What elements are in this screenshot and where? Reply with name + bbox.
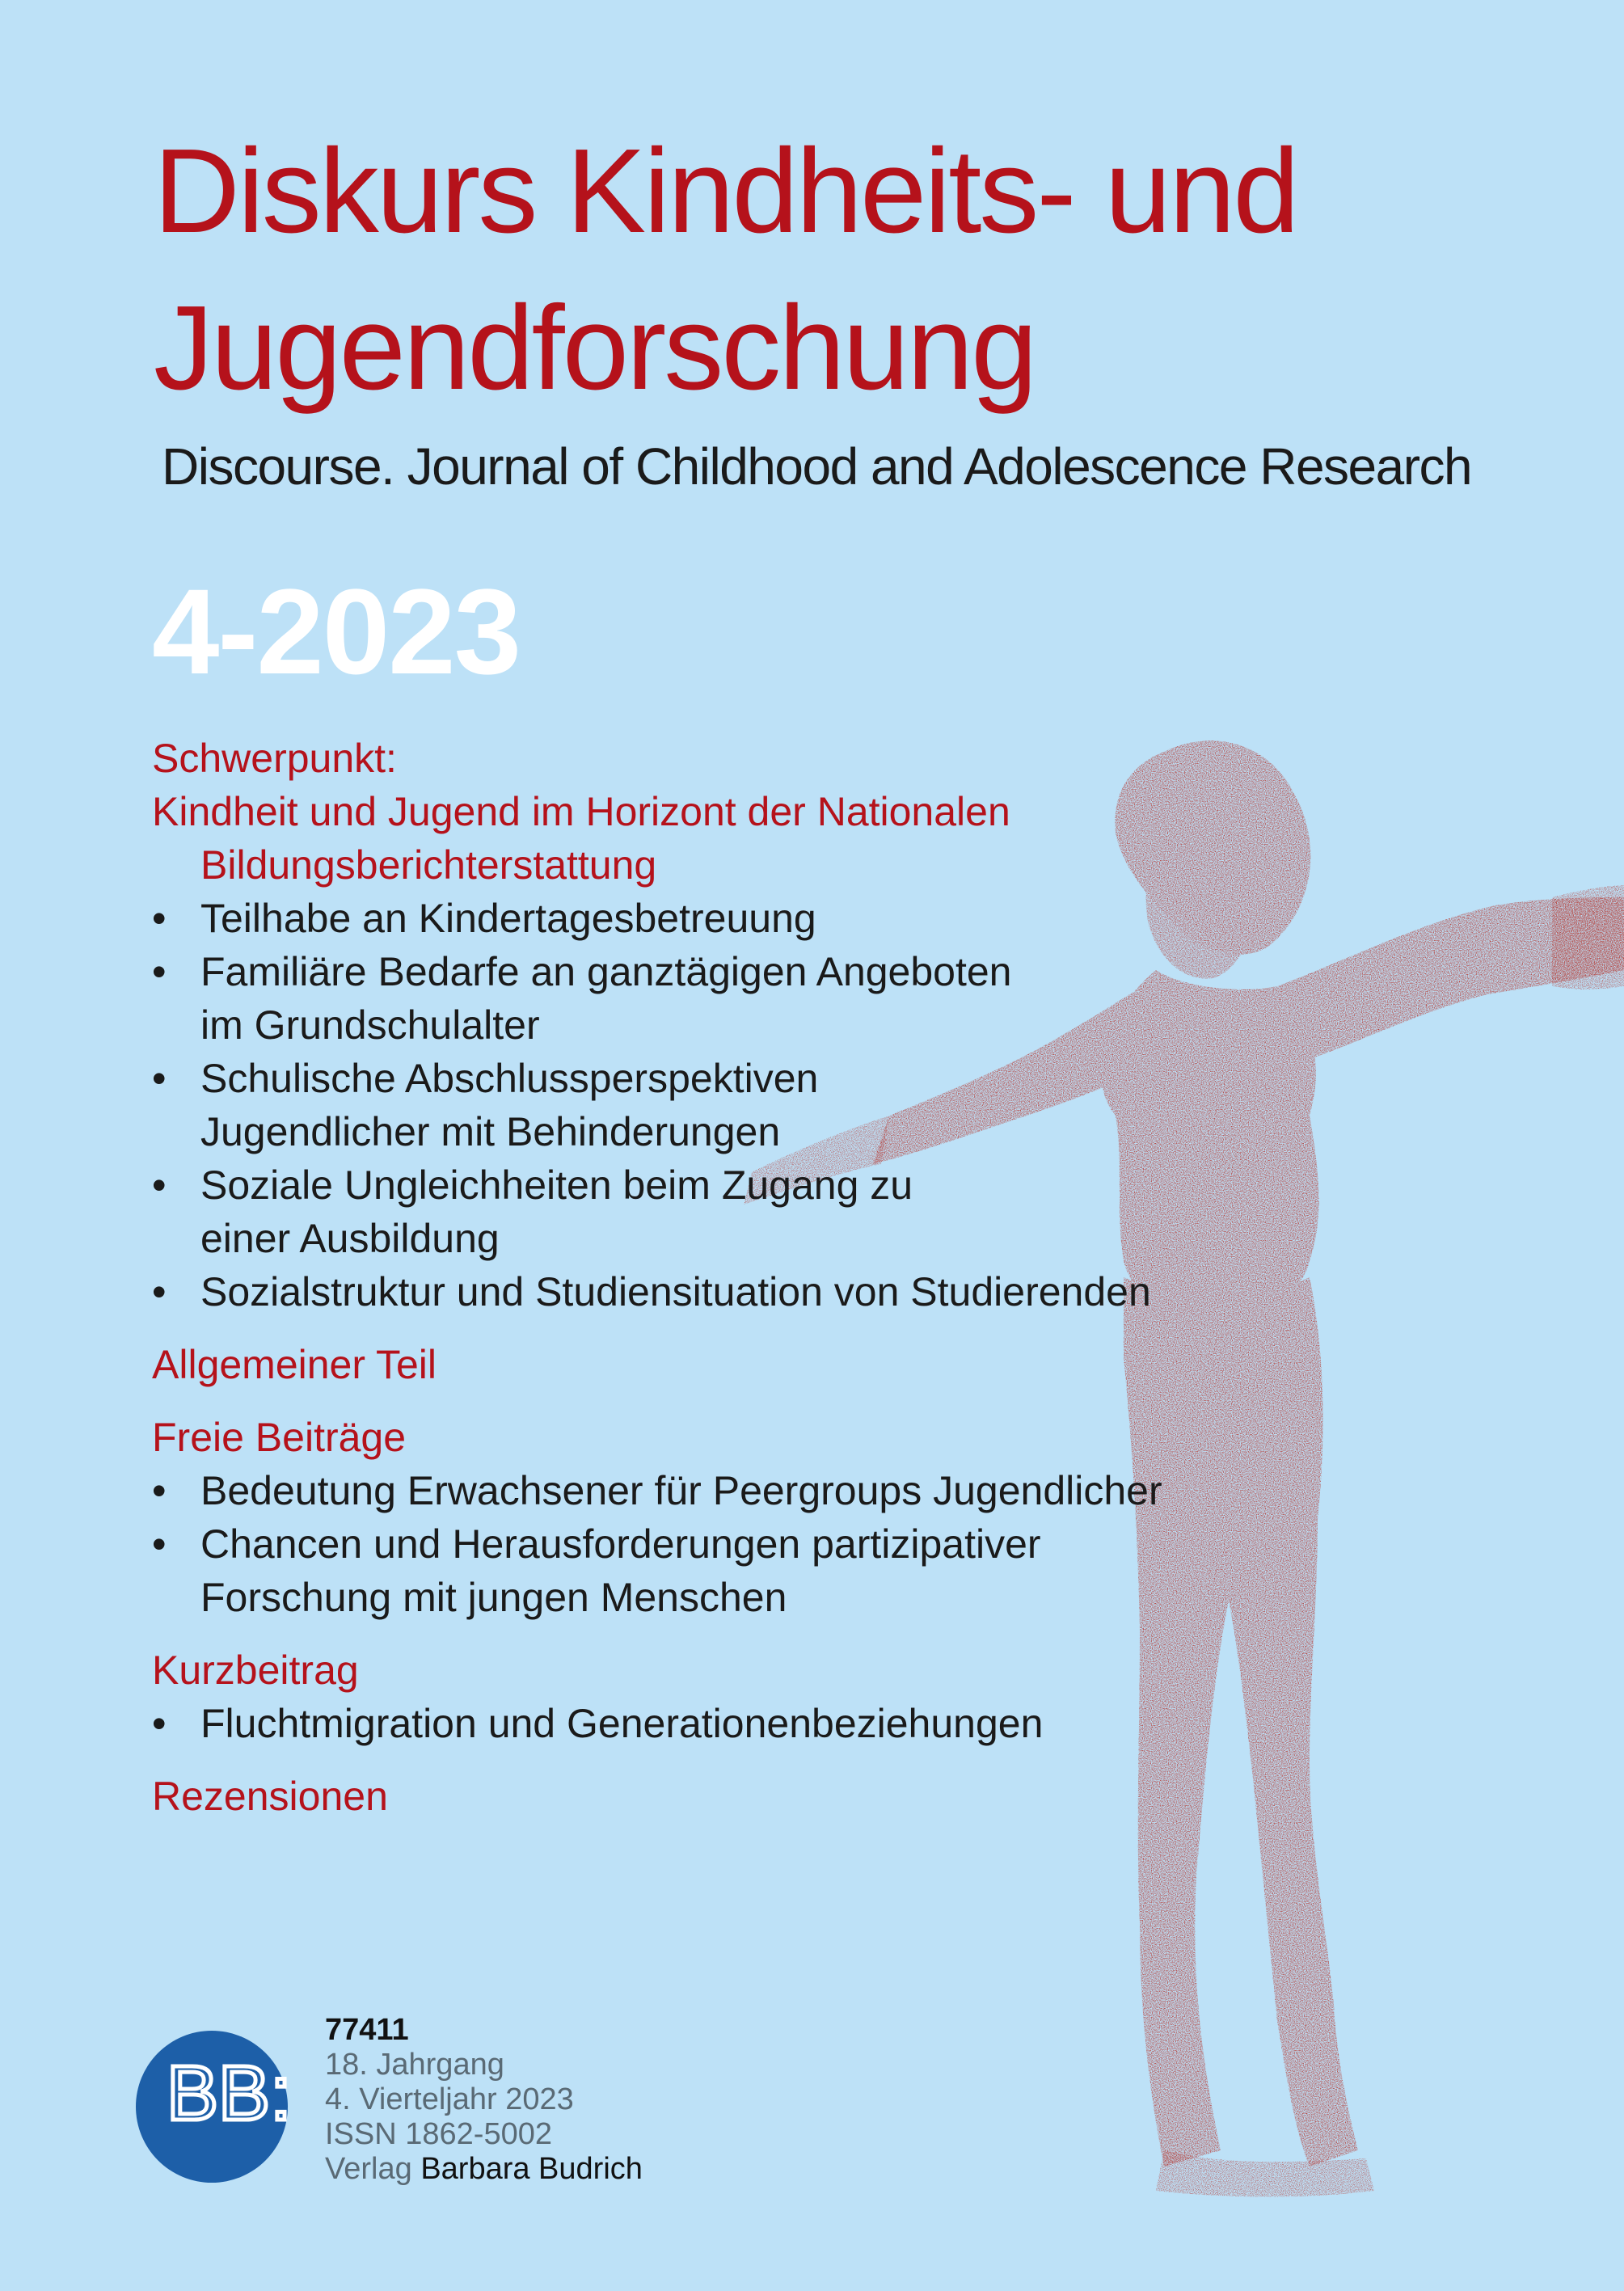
focus-item-text: Familiäre Bedarfe an ganztägigen Angeboten [200,949,1012,994]
focus-item-text-cont: im Grundschulalter [200,1002,540,1048]
bullet-icon: • [152,1056,167,1101]
publisher-name: Barbara Budrich [420,2152,643,2186]
issue-number: 4-2023 [152,563,521,699]
issn: ISSN 1862-5002 [325,2117,552,2151]
bullet-icon: • [152,949,167,994]
volume: 18. Jahrgang [325,2048,504,2082]
free-item-text: Chancen und Herausforderungen partizipativer [200,1521,1041,1567]
focus-item [152,892,1203,945]
bullet-icon: • [152,896,167,941]
bullet-icon: • [152,1521,167,1567]
publisher-logo [136,2031,288,2183]
focus-item-text: Schulische Abschlussperspektiven [200,1056,819,1101]
focus-item-text: Teilhabe an Kindertagesbetreuung [200,896,816,941]
focus-item-text: Soziale Ungleichheiten beim Zugang zu [200,1162,913,1208]
journal-title-line1: Diskurs Kindheits- und [154,124,1297,258]
journal-subtitle: Discourse. Journal of Childhood and Adolescence Research [162,437,1472,496]
focus-item [152,1158,1203,1265]
journal-title-line2: Jugendforschung [154,281,1036,415]
free-item-text-cont: Forschung mit jungen Menschen [200,1575,787,1620]
free-item [152,1464,1203,1517]
focus-item [152,1052,1203,1158]
focus-title-line2: Bildungsberichterstattung [200,842,657,888]
focus-item-text: Sozialstruktur und Studiensituation von Studierenden [200,1269,1151,1314]
quarter: 4. Vierteljahr 2023 [325,2082,574,2116]
focus-item [152,945,1203,1052]
publication-info [325,2013,643,2187]
publisher-line [325,2152,643,2187]
bullet-icon: • [152,1162,167,1208]
focus-item-text-cont: einer Ausbildung [200,1216,500,1261]
product-code: 77411 [325,2013,409,2047]
reviews-section-label: Rezensionen [152,1774,388,1819]
journal-title [154,113,1297,427]
free-item [152,1517,1203,1624]
short-item-text: Fluchtmigration und Generationenbeziehungen [200,1701,1044,1746]
free-section-label: Freie Beiträge [152,1415,407,1460]
focus-item [152,1265,1203,1318]
bullet-icon: • [152,1701,167,1746]
focus-item-text-cont: Jugendlicher mit Behinderungen [200,1109,781,1154]
logo-text: BB: [167,2050,288,2137]
focus-title-line1: Kindheit und Jugend im Horizont der Nationalen [152,789,1010,834]
table-of-contents [152,732,1203,1823]
general-section-label: Allgemeiner Teil [152,1342,437,1387]
bullet-icon: • [152,1269,167,1314]
free-item-text: Bedeutung Erwachsener für Peergroups Jugendlicher [200,1468,1162,1513]
short-section-label: Kurzbeitrag [152,1648,359,1693]
focus-label: Schwerpunkt: [152,736,397,781]
verlag-word: Verlag [325,2152,412,2186]
bullet-icon: • [152,1468,167,1513]
short-item [152,1697,1203,1750]
